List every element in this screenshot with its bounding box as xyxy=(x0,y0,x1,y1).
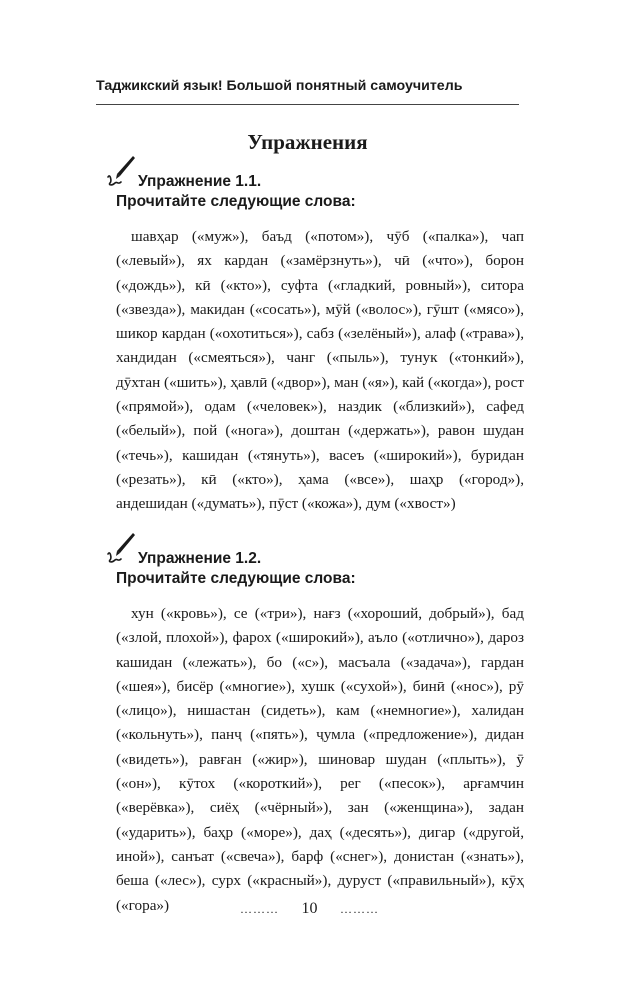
header-rule xyxy=(96,104,519,105)
exercise-instruction: Прочитайте следующие слова: xyxy=(116,570,356,587)
exercise-title: Упражнение 1.1. xyxy=(138,173,262,190)
exercise-1-1 xyxy=(96,155,524,517)
footer-leader-right: ……… xyxy=(340,901,379,916)
pen-writing-icon xyxy=(106,155,136,191)
exercise-instruction: Прочитайте следующие слова: xyxy=(116,193,356,210)
section-title: Упражнения xyxy=(247,130,368,154)
pen-writing-icon xyxy=(106,532,136,568)
footer-leader-left: ……… xyxy=(240,901,279,916)
page-footer xyxy=(0,900,619,918)
exercise-header xyxy=(96,155,524,213)
exercise-word-list: шавҳар («муж»), баъд («потом»), чӯб («палка»), чап («левый»), ях кардан («замёрзнуть»), чӣ («что»), борон («дождь»), кӣ («кто»), суфта («гладкий, ровный»), ситора («звезда»), макидан («сосать»), мӯй («волос»), гӯшт («мясо»), шикор кардан («охотиться»), сабз («зелёный»), алаф («трава»), хандидан («смеяться»), чанг («пыль»), тунук («тонкий»), дӯхтан («шить»), ҳавлӣ («двор»), ман («я»), кай («когда»), рост («прямой»), одам («человек»), наздик («близкий»), сафед («белый»), пой («нога»), доштан («держать»), равон шудан («течь»), кашидан («тянуть»), васеъ («широкий»), буридан («резать»), кӣ («кто»), ҳама («все»), шаҳр («город»), андешидан («думать»), пӯст («кожа»), дум («хвост») xyxy=(116,228,524,513)
exercise-header xyxy=(96,532,524,590)
running-header: Таджикский язык! Большой понятный самоучитель xyxy=(96,78,463,94)
exercise-1-2 xyxy=(96,532,524,918)
exercise-title: Упражнение 1.2. xyxy=(138,550,262,567)
page-number: 10 xyxy=(301,900,318,917)
exercise-word-list: хун («кровь»), се («три»), нағз («хороший, добрый»), бад («злой, плохой»), фарох («широкий»), аъло («отлично»), дароз кашидан («лежать»), бо («с»), масъала («задача»), гардан («шея»), бисёр («многие»), хушк («сухой»), бинӣ («нос»), рӯ («лицо»), нишастан (сидеть»), кам («немногие»), халидан («кольнуть»), панҷ («пять»), ҷумла («предложение»), дидан («видеть»), равған («жир»), шиновар шудан («плыть»), ӯ («он»), кӯтох («короткий»), рег («песок»), арғамчин («верёвка»), сиёҳ («чёрный»), зан («женщина»), задан («ударить»), баҳр («море»), даҳ («десять»), дигар («другой, иной»), санъат («свеча»), барф («снег»), донистан («знать»), беша («лес»), сурх («красный»), дуруст («правильный»), кӯҳ («гора») xyxy=(116,605,524,914)
